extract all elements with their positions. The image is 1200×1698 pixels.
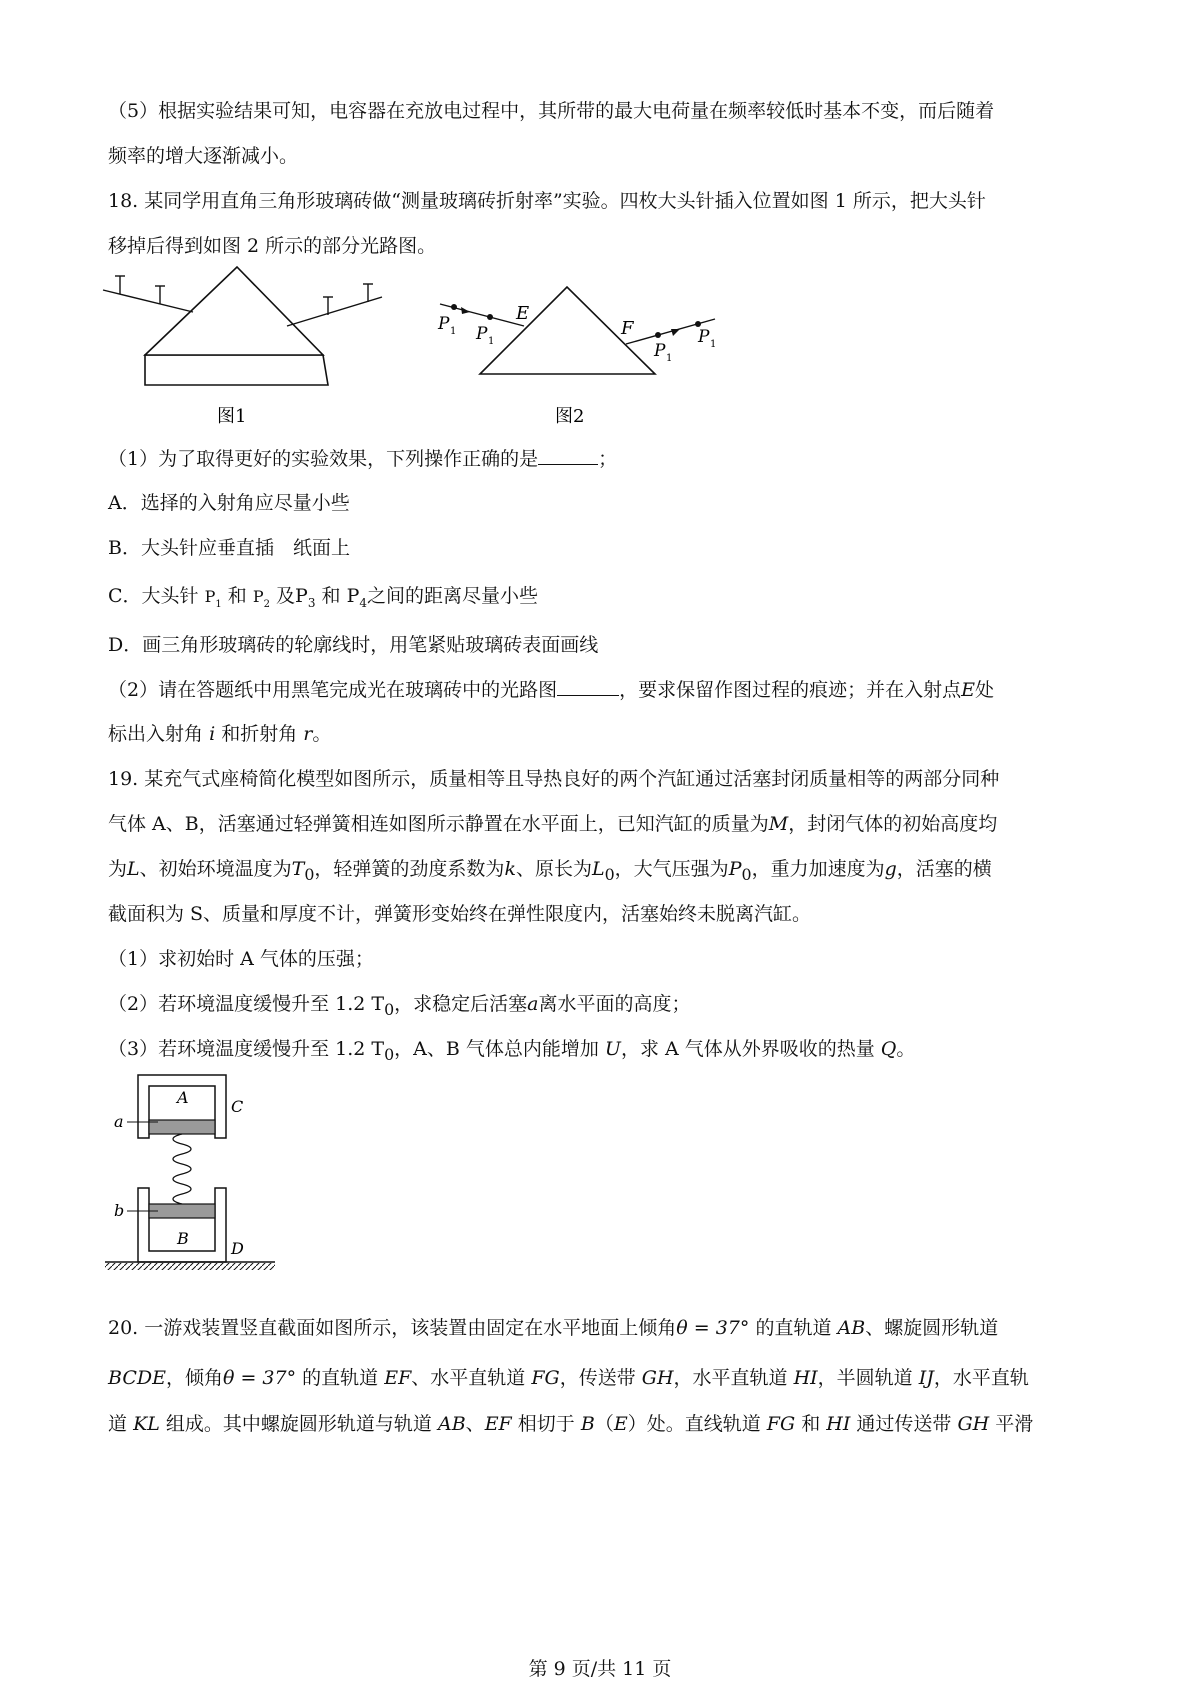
spring xyxy=(173,1134,191,1204)
q18-stem-line2: 移掉后得到如图 2 所示的部分光路图。 xyxy=(108,235,437,257)
q20-stem-line3: 道 KL 组成。其中螺旋圆形轨道与轨道 AB、EF 相切于 B（E）处。直线轨道 FG 和 HI 通过传送带 GH 平滑 xyxy=(108,1413,1034,1435)
pin-dot-3 xyxy=(655,332,661,338)
page-number-footer: 第 9 页/共 11 页 xyxy=(528,1658,672,1680)
label-B: B xyxy=(177,1229,189,1248)
label-P-1: P xyxy=(438,314,450,334)
pin-dot-2 xyxy=(487,314,493,320)
q20-stem-line1: 20. 一游戏装置竖直截面如图所示，该装置由固定在水平地面上倾角θ = 37° 的直轨道 AB、螺旋圆形轨道 xyxy=(108,1317,999,1339)
q19-part2: （2）若环境温度缓慢升至 1.2 $T_0$，求稳定后活塞a离水平面的高度； xyxy=(108,993,691,1019)
arrow-in xyxy=(461,307,470,314)
label-a: a xyxy=(114,1112,124,1131)
label-b: b xyxy=(114,1201,125,1220)
glass-prism-triangle xyxy=(145,267,323,355)
label-P-4-sub: 1 xyxy=(710,339,717,350)
label-P-2: P xyxy=(476,324,488,344)
q18-part2-line2: 标出入射角 i 和折射角 r。 xyxy=(108,723,332,745)
q19-part3: （3）若环境温度缓慢升至 1.2 $T_0$，A、B 气体总内能增加 U，求 A 气体从外界吸收的热量 Q。 xyxy=(108,1038,916,1064)
q18-part2-line1: （2）请在答题纸中用黑笔完成光在玻璃砖中的光路图 ，要求保留作图过程的痕迹；并在入射点E处 xyxy=(108,679,994,701)
q19-stem-line1: 19. 某充气式座椅简化模型如图所示，质量相等且导热良好的两个汽缸通过活塞封闭质量相等的两部分同种 xyxy=(108,768,1000,790)
label-F: F xyxy=(621,318,634,339)
label-C: C xyxy=(231,1097,244,1116)
label-P-3-sub: 1 xyxy=(666,353,673,364)
cylinder-D xyxy=(138,1188,226,1262)
figure-1 xyxy=(95,262,395,432)
q19-stem-line2: 气体 A、B，活塞通过轻弹簧相连如图所示静置在水平面上，已知汽缸的质量为M，封闭气体的初始高度均 xyxy=(108,813,998,835)
q17-5-line2: 频率的增大逐渐减小。 xyxy=(108,145,299,167)
q20-stem-line2: BCDE，倾角θ = 37° 的直轨道 EF、水平直轨道 FG，传送带 GH，水平直轨道 HI，半圆轨道 IJ，水平直轨 xyxy=(108,1367,1029,1389)
answer-blank-2[interactable] xyxy=(557,677,619,696)
q18-option-D: D．画三角形玻璃砖的轮廓线时，用笔紧贴玻璃砖表面画线 xyxy=(108,634,599,656)
piston-b xyxy=(149,1204,215,1218)
arrow-out xyxy=(671,329,680,336)
label-P-3: P xyxy=(654,341,666,361)
q19-stem-line4: 截面积为 S、质量和厚度不计，弹簧形变始终在弹性限度内，活塞始终未脱离汽缸。 xyxy=(108,903,812,925)
q19-part1: （1）求初始时 A 气体的压强； xyxy=(108,948,374,970)
figure-3-cylinders xyxy=(100,1068,290,1283)
label-P-4: P xyxy=(698,327,710,347)
label-P-2-sub: 1 xyxy=(488,336,495,347)
q18-stem-line1: 18. 某同学用直角三角形玻璃砖做“测量玻璃砖折射率”实验。四枚大头针插入位置如图 1 所示，把大头针 xyxy=(108,190,986,212)
incident-ray-line xyxy=(103,290,193,312)
label-E: E xyxy=(516,303,530,324)
figure-2 xyxy=(430,262,730,432)
q18-option-B: B．大头针应垂直插 纸面上 xyxy=(108,537,350,559)
pin-dot-1 xyxy=(451,304,457,310)
answer-blank-1[interactable] xyxy=(538,446,598,465)
ground-hatch xyxy=(105,1263,275,1270)
q18-part1: （1）为了取得更好的实验效果，下列操作正确的是 ； xyxy=(108,448,618,470)
q18-option-C: C．大头针 $P_1$ 和 $P_2$ 及$P_3$ 和 $P_4$之间的距离尽量小些 xyxy=(108,585,539,610)
q19-stem-line3: 为L、初始环境温度为$T_0$，轻弹簧的劲度系数为k、原长为$L_0$，大气压强为$P_0$，重力加速度为g，活塞的横 xyxy=(108,858,992,884)
q17-5-line1: （5）根据实验结果可知，电容器在充放电过程中，其所带的最大电荷量在频率较低时基本不变，而后随着 xyxy=(108,100,995,122)
figure-2-caption: 图2 xyxy=(555,406,585,427)
label-A: A xyxy=(177,1088,189,1107)
piston-a xyxy=(149,1120,215,1134)
label-D: D xyxy=(231,1239,244,1258)
figure-1-caption: 图1 xyxy=(217,406,247,427)
glass-block-base xyxy=(145,355,328,385)
label-P-1-sub: 1 xyxy=(450,326,457,337)
q18-option-A: A．选择的入射角应尽量小些 xyxy=(108,492,350,514)
